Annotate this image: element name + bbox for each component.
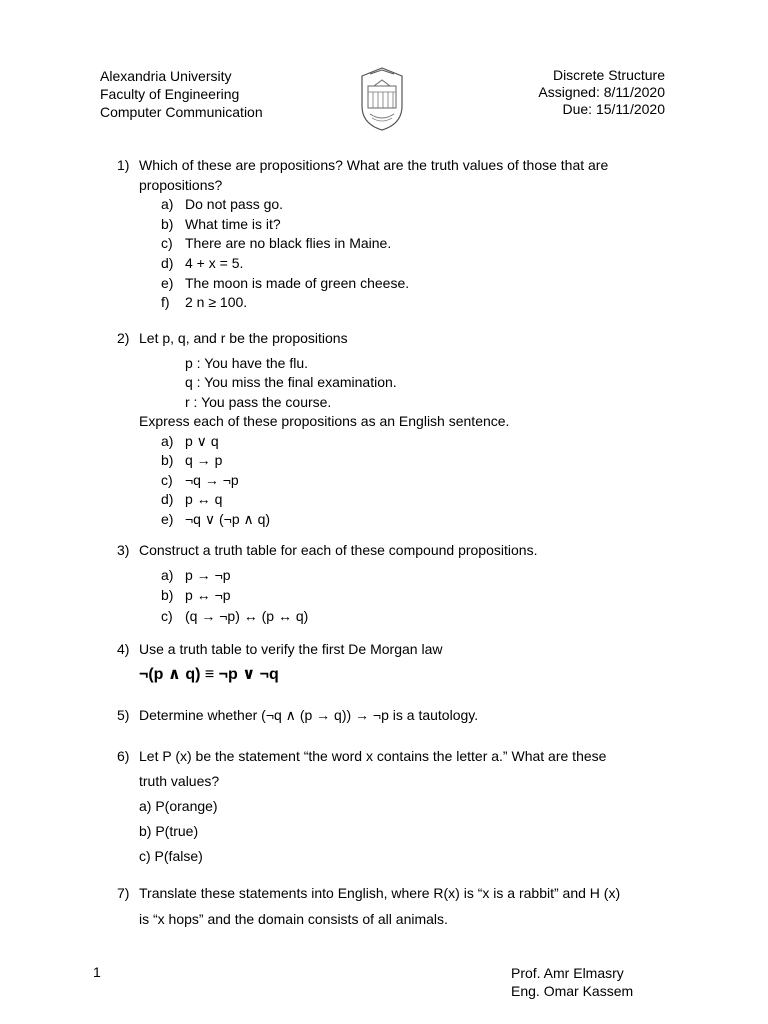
department-name: Computer Communication — [100, 104, 263, 120]
option-item: f) 2 n ≥ 100. — [161, 294, 248, 311]
faculty-seal-logo — [358, 66, 406, 132]
question-text: truth values? — [139, 773, 220, 789]
question-text: Construct a truth table for each of these compound propositions. — [139, 542, 538, 558]
question-5 — [117, 707, 677, 724]
option-item: a) Do not pass go. — [161, 196, 284, 213]
proposition-definition: q : You miss the final examination. — [185, 374, 397, 390]
faculty-name: Faculty of Engineering — [100, 86, 240, 102]
question-number: 5) — [117, 707, 130, 723]
de-morgan-formula: ¬(p ∧ q) ≡ ¬p ∨ ¬q — [139, 666, 279, 683]
list-item: a) P(orange) — [139, 798, 218, 814]
question-text: is “x hops” and the domain consists of all animals. — [139, 911, 448, 927]
header-left — [100, 67, 263, 121]
option-item: c) ¬q → ¬p — [161, 471, 239, 488]
assigned-date: Assigned: 8/11/2020 — [538, 84, 665, 100]
question-2 — [117, 329, 677, 529]
question-6 — [117, 744, 677, 869]
question-text: Translate these statements into English, where R(x) is “x is a rabbit” and H (x) — [139, 885, 621, 901]
question-text: Express each of these propositions as an English sentence. — [139, 413, 510, 429]
question-number: 6) — [117, 748, 130, 764]
option-item: b) p ↔ ¬p — [161, 587, 231, 603]
question-text: Which of these are propositions? What are the truth values of those that are — [139, 157, 609, 173]
list-item: c) P(false) — [139, 848, 203, 864]
question-3 — [117, 540, 677, 626]
option-item: e) The moon is made of green cheese. — [161, 274, 410, 291]
question-4 — [117, 640, 677, 684]
due-date: Due: 15/11/2020 — [562, 101, 665, 117]
question-text: propositions? — [139, 176, 223, 193]
professor-name: Prof. Amr Elmasry — [511, 965, 624, 981]
option-item: d) p ↔ q — [161, 491, 223, 507]
option-item: c) There are no black flies in Maine. — [161, 235, 392, 252]
option-item: e) ¬q ∨ (¬p ∧ q) — [161, 510, 271, 527]
option-item: c) (q → ¬p) ↔ (p ↔ q) — [161, 607, 309, 624]
course-name: Discrete Structure — [552, 67, 665, 83]
question-text: Let p, q, and r be the propositions — [139, 330, 348, 346]
option-item: d) 4 + x = 5. — [161, 254, 244, 271]
page-number: 1 — [93, 964, 101, 980]
option-item: a) p → ¬p — [161, 566, 231, 583]
question-number: 7) — [117, 885, 130, 901]
engineer-name: Eng. Omar Kassem — [511, 983, 634, 999]
header-right — [538, 67, 665, 118]
proposition-definition: p : You have the flu. — [185, 354, 308, 371]
footer-instructors — [511, 964, 633, 1000]
question-number: 1) — [117, 157, 130, 173]
question-1 — [117, 156, 677, 313]
proposition-definition: r : You pass the course. — [185, 393, 332, 410]
question-number: 2) — [117, 330, 130, 346]
list-item: b) P(true) — [139, 823, 199, 839]
university-name: Alexandria University — [100, 68, 232, 84]
question-number: 4) — [117, 641, 130, 657]
question-text: Let P (x) be the statement “the word x contains the letter a.” What are these — [139, 748, 607, 764]
question-7 — [117, 880, 677, 932]
question-text: Use a truth table to verify the first De Morgan law — [139, 641, 443, 657]
question-number: 3) — [117, 542, 130, 558]
option-item: a) p ∨ q — [161, 432, 219, 449]
option-item: b) What time is it? — [161, 215, 281, 232]
question-text: Determine whether (¬q ∧ (p → q)) → ¬p is a tautology. — [139, 707, 479, 723]
option-item: b) q → p — [161, 452, 223, 468]
